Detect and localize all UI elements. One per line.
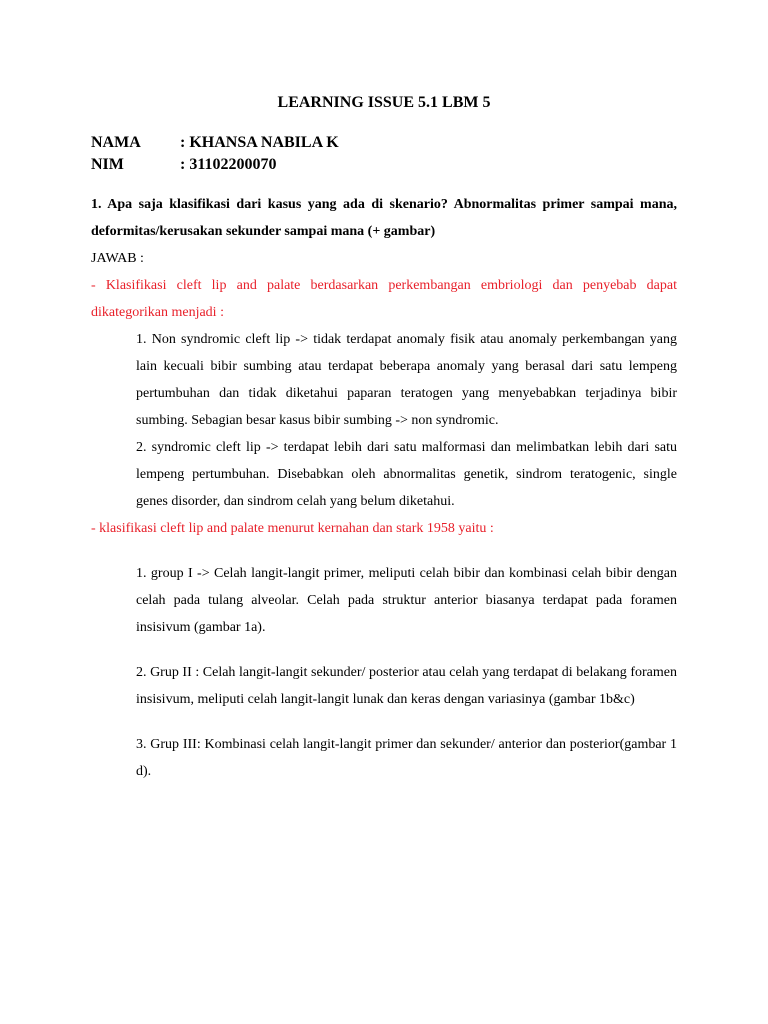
name-label: NAMA [91, 134, 141, 151]
nim-value: : 31102200070 [180, 156, 277, 173]
name-value: : KHANSA NABILA K [180, 134, 339, 151]
answer-label: JAWAB : [91, 251, 144, 266]
list-item: 3. Grup III: Kombinasi celah langit-langit primer dan sekunder/ anterior dan posterior(gambar 1 d). [136, 737, 677, 779]
list-item: 1. group I -> Celah langit-langit primer, meliputi celah bibir dan kombinasi celah bibir dengan celah pada tulang alveolar. Celah pada struktur anterior biasanya terdapat pada foramen insisivum (gambar 1a). [136, 566, 677, 635]
list-item: 1. Non syndromic cleft lip -> tidak terdapat anomaly fisik atau anomaly perkembangan yang lain kecuali bibir sumbing atau terdapat beberapa anomaly yang berasal dari satu lempeng pertumbuhan dan tidak diketahui paparan teratogen yang menyebabkan terjadinya bibir sumbing. Sebagian besar kasus bibir sumbing -> non syndromic. [136, 332, 677, 428]
nim-row [91, 156, 276, 174]
nim-label: NIM [91, 156, 124, 173]
document-title: LEARNING ISSUE 5.1 LBM 5 [277, 94, 491, 111]
list-item: 2. Grup II : Celah langit-langit sekunder/ posterior atau celah yang terdapat di belakang foramen insisivum, meliputi celah langit-langit lunak dan keras dengan variasinya (gambar 1b&c) [136, 665, 677, 707]
section-heading-embryology: - Klasifikasi cleft lip and palate berdasarkan perkembangan embriologi dan penyebab dapat dikategorikan menjadi : [91, 278, 677, 320]
section-heading-kernahan-stark: - klasifikasi cleft lip and palate menurut kernahan dan stark 1958 yaitu : [91, 521, 494, 536]
document-body [91, 191, 677, 785]
name-row [91, 134, 339, 152]
question-text: 1. Apa saja klasifikasi dari kasus yang ada di skenario? Abnormalitas primer sampai mana, deformitas/kerusakan sekunder sampai mana (+ gambar) [91, 197, 677, 239]
list-item: 2. syndromic cleft lip -> terdapat lebih dari satu malformasi dan melimbatkan lebih dari satu lempeng pertumbuhan. Disebabkan oleh abnormalitas genetik, sindrom teratogenic, single genes disorder, dan sindrom celah yang belum diketahui. [136, 440, 677, 509]
